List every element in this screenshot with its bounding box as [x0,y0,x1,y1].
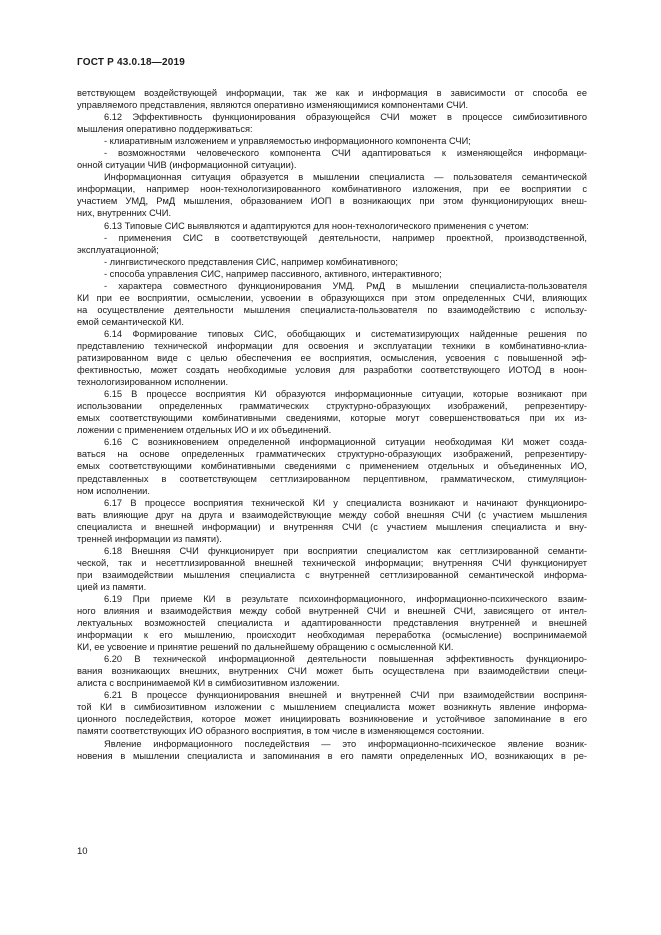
text-line: 6.14 Формирование типовых СИС, обобщающих и систематизирующих найденные решения по [104,328,587,339]
text-line: цией из памяти. [77,581,147,592]
text-line: на осуществление деятельности мышления специалиста-пользователя по взаимодействию с использу- [77,304,587,315]
text-line: онной ситуации ЧИВ (информационной ситуации). [77,160,297,171]
text-line: 6.12 Эффективность функционирования образующейся СЧИ может в процессе симбиозитивного [104,112,587,123]
text-line: использовании определенных грамматических структурно-образующих изображений, репрезентиру- [77,401,587,412]
text-line: той КИ в симбиозитивном изложении с мышлением специалиста может возникнуть явление информа- [77,702,587,713]
text-line: 6.15 В процессе восприятия КИ образуются информационные ситуации, которые возникают при [104,389,587,400]
text-line: - возможностями человеческого компонента СЧИ адаптироваться к изменяющейся информаци- [104,148,587,159]
text-line: - характера совместного функционирования УМД. РмД в мышлении специалиста-пользователя [104,280,587,291]
text-line: - клиаративным изложением и управляемостью информационного компонента СЧИ; [104,136,471,147]
text-line: емых соответствующими комбинативными сведениями с применением отдельных и объединенных ИО, [77,461,587,472]
text-line: 6.17 В процессе восприятия технической КИ у специалиста возникают и начинают функциониро- [104,497,587,508]
text-line: алиста с воспринимаемой КИ в симбиозитивном изложении. [77,678,340,689]
text-line: тренней информации из памяти). [77,533,222,544]
text-line: ложении с применением отдельных ИО и их объединений. [77,425,332,436]
text-line: 6.18 Внешняя СЧИ функционирует при восприятии специалистом как сеттлизированной семанти- [104,545,587,556]
text-line: фективностью, может создать необходимые условия для разработки соответствующего ИОТОД в ноон- [77,365,587,376]
text-line: управляемого представления, являются оперативно изменяющимися компонентами СЧИ. [77,100,469,111]
text-line: ном исполнении. [77,485,150,496]
text-line: ратизированном виде с целью обеспечения ее восприятия, осмысления, усвоения с повышенной эф- [77,353,587,364]
text-line: - способа управления СИС, например пассивного, активного, интерактивного; [104,268,442,279]
text-line: информации, например ноон-технологизированного комбинативного изложения, при ее восприятии с [77,184,587,195]
text-line: при взаимодействии мышления специалиста с внутренней сеттлизированной семантической информа- [77,569,587,580]
text-line: вания возникающих внешних, внутренних СЧИ может быть осуществлена при взаимодействии специ- [77,666,587,677]
text-line: 6.16 С возникновением определенной информационной ситуации необходимая КИ может созда- [104,437,587,448]
text-line: информации к его мышлению, происходит необходимая переработка (осмысление) воспринимаемой [77,630,587,641]
text-line: ного влияния и взаимодействия между собой внутренней СЧИ и внешней СЧИ, зависящего от интел- [77,606,587,617]
text-line: 6.21 В процессе функционирования внешней и внутренней СЧИ при взаимодействии восприня- [104,690,587,701]
text-line: представленных в соответствующем сеттлизированном перцептивном, грамматическом, стимуляцион- [77,473,587,484]
text-line: мышления оперативно поддерживаться: [77,124,253,135]
text-line: емых соответствующими комбинативными сведениями, которые могут совершенствоваться при их из- [77,413,587,424]
text-line: вать влияющие друг на друга и взаимодействующие между собой внешняя СЧИ (с участием мышления [77,509,587,520]
text-line: участием УМД, РмД мышления, образованием ИОП в возникающих при этом функционирующих внеш- [77,196,587,207]
text-line: лектуальных возможностей специалиста и адаптированности представления внутренней и внешней [77,618,587,629]
text-line: - лингвистического представления СИС, например комбинативного; [104,256,399,267]
text-line: ваться на основе определенных грамматических структурно-образующих изображений, репрезентиру- [77,449,587,460]
text-line: КИ, ее усвоение и принятие решений по дальнейшему обращению с осмысленной КИ. [77,642,454,653]
text-line: 6.19 При приеме КИ в результате психоинформационного, информационно-психического взаим- [104,593,587,604]
text-line: емой семантической КИ. [77,316,184,327]
text-line: Информационная ситуация образуется в мышлении специалиста — пользователя семантической [104,172,587,183]
text-line: новения в мышлении специалиста и запоминания в его памяти определенных ИО, возникающих в ре- [77,750,587,761]
page-number: 10 [77,846,88,857]
text-line: - применения СИС в соответствующей деятельности, например проектной, производственной, [104,232,587,243]
text-line: ционного последействия, которое может инициировать возникновение и устойчивое запоминание в его [77,714,587,725]
text-line: технологизированном исполнении. [77,377,229,388]
text-line: специалиста и внешней информации) и внутренняя СЧИ (с участием мышления специалиста и вну- [77,521,587,532]
text-line: 6.13 Типовые СИС выявляются и адаптируются для ноон-технологического применения с учетом: [104,220,529,231]
text-line: ветствующем воздействующей информации, так же как и информация в зависимости от способа ее [77,88,587,98]
text-line: ческой, так и несеттлизированной внешней технической информации; внутренняя СЧИ функционирует [77,557,587,568]
text-line: 6.20 В технической информационной деятельности повышенная эффективность функциониро- [104,654,587,665]
text-line: представлению технической информации для освоения и эксплуатации техники в комбинативно-клиа- [77,340,587,351]
body-text [77,87,587,762]
text-line: КИ при ее восприятии, осмыслении, усвоении в образующихся при этом определенных СЧИ, влияющих [77,292,587,303]
document-code-header: ГОСТ Р 43.0.18—2019 [77,57,186,68]
text-line: эксплуатационной; [77,244,159,255]
text-line: памяти соответствующих ИО образного восприятия, в том числе в изменяющемся состоянии. [77,726,485,737]
text-line: них, внутренних СЧИ. [77,208,172,219]
text-line: Явление информационного последействия — это информационно-психическое явление возник- [104,738,587,749]
